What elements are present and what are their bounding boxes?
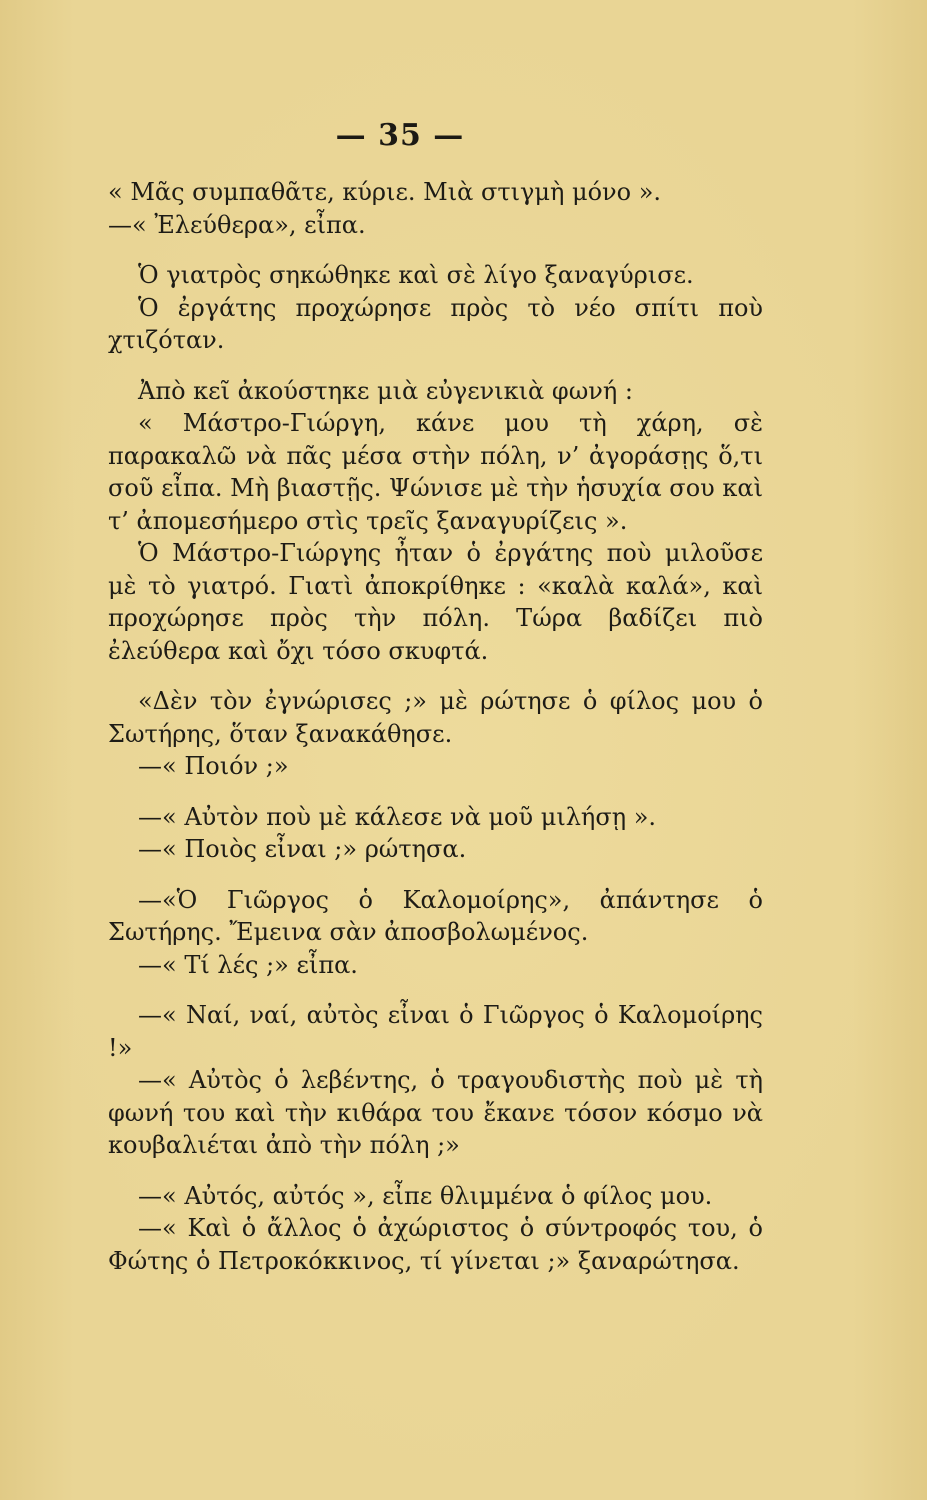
paragraph: « Μάστρο-Γιώργη, κάνε μου τὴ χάρη, σὲ παρακαλῶ νὰ πᾶς μέσα στὴν πόλη, ν’ ἀγοράσῃς ὅ,τι σοῦ εἶπα. Μὴ βιαστῇς. Ψώνισε μὲ τὴν ἡσυχία σου καὶ τ’ ἀπομεσήμερο στὶς τρεῖς ξαναγυρίζεις ». bbox=[108, 409, 763, 535]
page-number: — 35 — bbox=[335, 118, 465, 153]
paragraph: «Δὲν τὸν ἐγνώρισες ;» μὲ ρώτησε ὁ φίλος μου ὁ Σωτήρης, ὅταν ξανακάθησε. bbox=[108, 687, 763, 748]
paragraph: —« Ναί, ναί, αὐτὸς εἶναι ὁ Γιῶργος ὁ Καλομοίρης !» bbox=[108, 1001, 763, 1062]
paragraph: —« Ποιὸς εἶναι ;» ρώτησα. bbox=[138, 835, 467, 863]
page-text-body bbox=[108, 176, 763, 1277]
paragraph: —« Τί λές ;» εἶπα. bbox=[138, 950, 358, 979]
paragraph: —« Ἐλεύθερα», εἶπα. bbox=[108, 210, 366, 239]
paragraph: Ἀπὸ κεῖ ἀκούστηκε μιὰ εὐγενικιὰ φωνή : bbox=[138, 376, 633, 405]
paragraph: —« Ποιόν ;» bbox=[138, 752, 289, 780]
paragraph: —« Αὐτὸν ποὺ μὲ κάλεσε νὰ μοῦ μιλήσῃ ». bbox=[138, 802, 657, 831]
paragraph: Ὁ Μάστρο-Γιώργης ἦταν ὁ ἐργάτης ποὺ μιλοῦσε μὲ τὸ γιατρό. Γιατὶ ἀποκρίθηκε : «καλὰ καλά», καὶ προχώρησε πρὸς τὴν πόλη. Τώρα βαδίζει πιὸ ἐλεύθερα καὶ ὄχι τόσο σκυφτά. bbox=[108, 539, 763, 665]
paragraph: Ὁ ἐργάτης προχώρησε πρὸς τὸ νέο σπίτι ποὺ χτιζόταν. bbox=[108, 293, 763, 354]
paragraph: —« Καὶ ὁ ἄλλος ὁ ἀχώριστος ὁ σύντροφός του, ὁ Φώτης ὁ Πετροκόκκινος, τί γίνεται ;» ξαναρώτησα. bbox=[108, 1214, 763, 1275]
paragraph: —« Αὐτός, αὐτός », εἶπε θλιμμένα ὁ φίλος μου. bbox=[138, 1181, 713, 1210]
paragraph: —« Αὐτὸς ὁ λεβέντης, ὁ τραγουδιστὴς ποὺ μὲ τὴ φωνή του καὶ τὴν κιθάρα του ἔκανε τόσον κόσμο νὰ κουβαλιέται ἀπὸ τὴν πόλη ;» bbox=[108, 1066, 763, 1159]
paragraph: Ὁ γιατρὸς σηκώθηκε καὶ σὲ λίγο ξαναγύρισε. bbox=[138, 261, 694, 289]
paragraph: —«Ὁ Γιῶργος ὁ Καλομοίρης», ἀπάντησε ὁ Σωτήρης. Ἔμεινα σὰν ἀποσβολωμένος. bbox=[108, 885, 763, 946]
paragraph: « Μᾶς συμπαθᾶτε, κύριε. Μιὰ στιγμὴ μόνο ». bbox=[108, 178, 662, 206]
